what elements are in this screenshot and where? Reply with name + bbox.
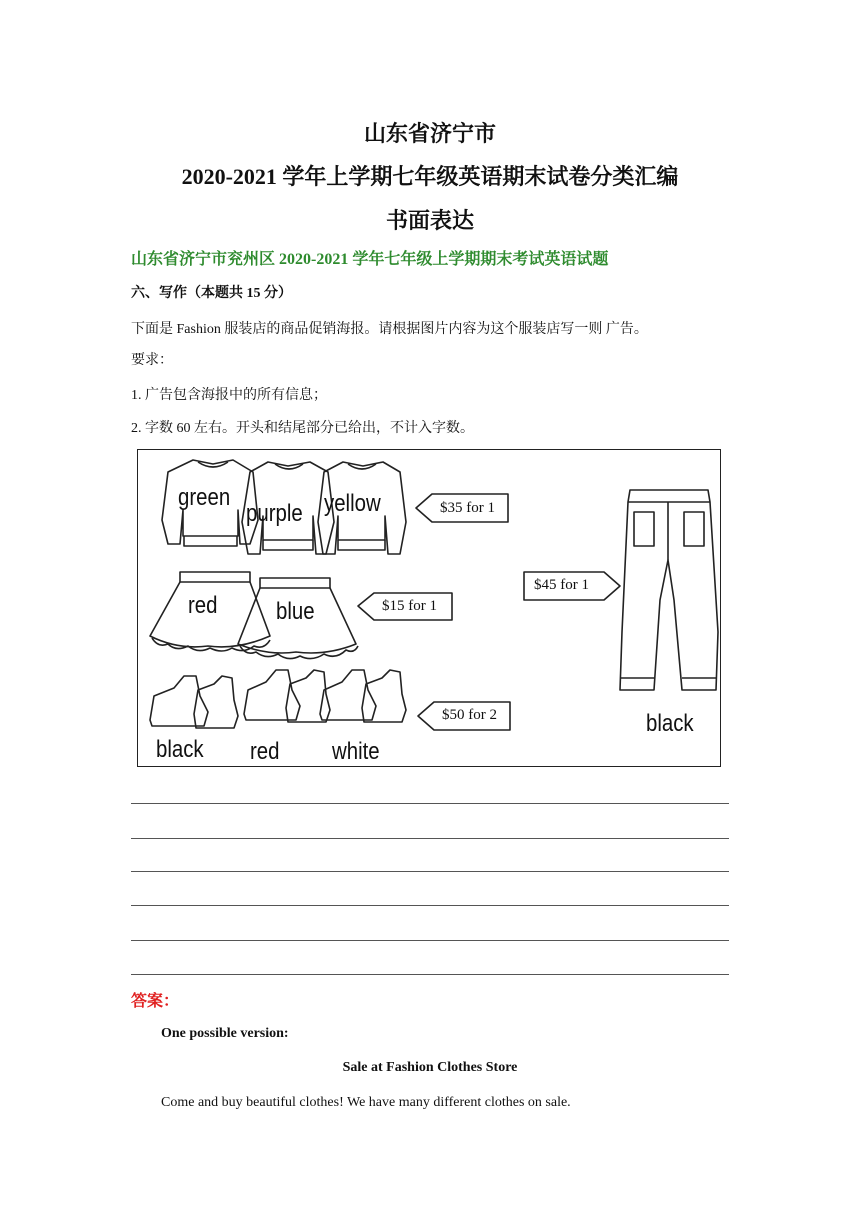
doc-title-region: 山东省济宁市 (363, 121, 496, 146)
sample-title: Sale at Fashion Clothes Store (342, 1060, 518, 1075)
trousers-price-tag: $45 for 1 (534, 577, 589, 593)
skirt-red-label: red (188, 592, 218, 619)
section-heading: 六、写作（本题共 15 分） (131, 286, 292, 301)
shoes-white-label: white (332, 738, 380, 765)
source-heading: 山东省济宁市兖州区 2020-2021 学年七年级上学期期末考试英语试题 (131, 251, 609, 268)
version-label: One possible version: (161, 1026, 289, 1041)
sale-poster (137, 449, 721, 767)
question-intro: 下面是 Fashion 服装店的商品促销海报。请根据图片内容为这个服装店写一则 广告。 (131, 322, 648, 337)
shoes-black-illustration (150, 676, 238, 728)
shoes-price-tag: $50 for 2 (442, 707, 497, 723)
sweater-price-tag: $35 for 1 (440, 500, 495, 516)
writing-line[interactable] (131, 905, 729, 906)
sweater-purple-label: purple (246, 500, 303, 527)
shoes-black-label: black (156, 736, 204, 763)
doc-title-exam: 2020-2021 学年上学期七年级英语期末试卷分类汇编 (181, 164, 679, 189)
shoes-white-illustration (320, 670, 406, 722)
skirt-blue-label: blue (276, 598, 315, 625)
answer-label: 答案： (131, 993, 180, 1010)
shoes-red-label: red (250, 738, 280, 765)
writing-line[interactable] (131, 871, 729, 872)
writing-line[interactable] (131, 974, 729, 975)
sweater-green-label: green (178, 484, 231, 511)
writing-line[interactable] (131, 838, 729, 839)
writing-line[interactable] (131, 940, 729, 941)
sample-first-line: Come and buy beautiful clothes! We have many different clothes on sale. (161, 1095, 571, 1110)
requirement-2: 2. 字数 60 左右。开头和结尾部分已给出，不计入字数。 (131, 421, 474, 436)
shoes-red-illustration (244, 670, 330, 722)
skirt-price-tag: $15 for 1 (382, 598, 437, 614)
requirements-label: 要求： (131, 353, 173, 368)
writing-line[interactable] (131, 803, 729, 804)
sweater-yellow-label: yellow (324, 490, 381, 517)
trousers-black-illustration (620, 490, 718, 690)
doc-title-topic: 书面表达 (385, 208, 474, 233)
requirement-1: 1. 广告包含海报中的所有信息； (131, 388, 327, 403)
trousers-black-label: black (646, 710, 694, 737)
